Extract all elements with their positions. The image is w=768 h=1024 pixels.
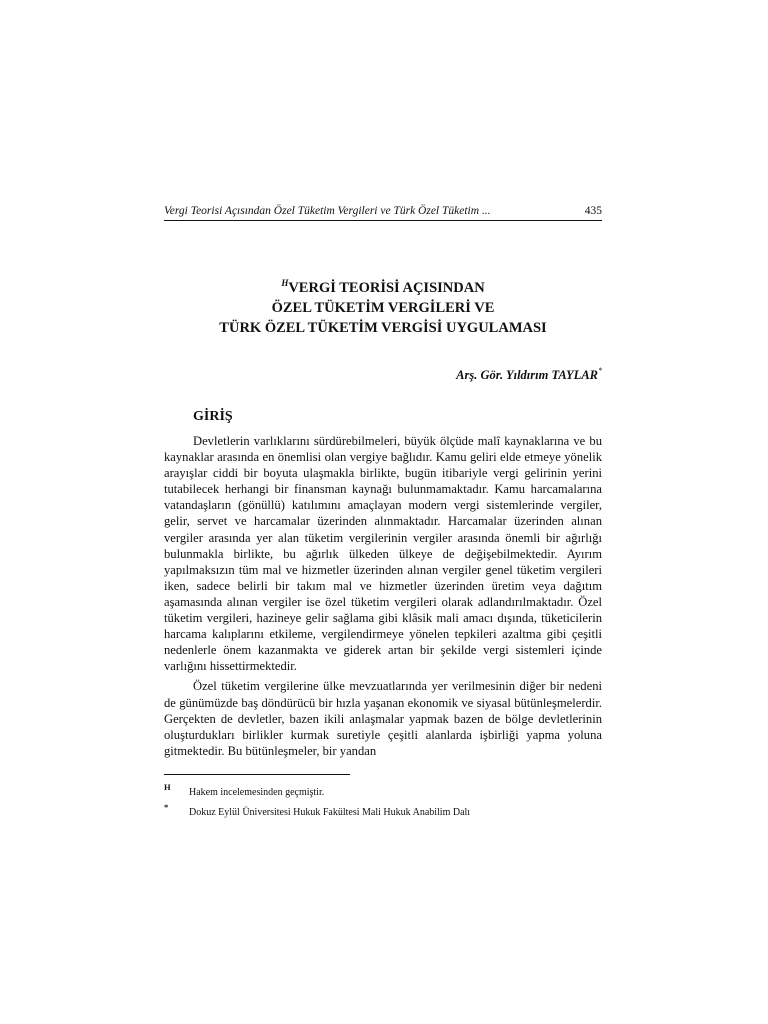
running-header [164,203,602,219]
footnote-rule [164,774,350,775]
body-text [164,433,602,759]
footnote-text: Dokuz Eylül Üniversitesi Hukuk Fakültesi Mali Hukuk Anabilim Dalı [189,807,471,818]
footnote-marker: H [164,782,171,792]
footnote-item [164,784,602,804]
running-header-title: Vergi Teorisi Açısından Özel Tüketim Vergileri ve Türk Özel Tüketim ... [164,205,491,217]
author-byline [456,366,602,384]
footnote-text: Hakem incelemesinden geçmiştir. [189,787,325,798]
title-line-1 [164,278,602,298]
header-rule [164,220,602,221]
author-footnote-marker: * [598,366,602,375]
footnote-item [164,804,602,824]
title-line-2: ÖZEL TÜKETİM VERGİLERİ VE [271,300,495,316]
paragraph: Özel tüketim vergilerine ülke mevzuatlarında yer verilmesinin diğer bir nedeni de günümüzde baş döndürücü bir hızla yaşanan ekonomik ve siyasal bütünleşmelerdir. Gerçekten de devletler, bazen ikili anlaşmalar yapmak bazen de bölge devletlerinin oluşturdukları birlikler kurmak suretiyle çeşitli alanlarda işbirliği yapma yoluna gitmektedir. Bu bütünleşmeler, bir yandan [164,679,602,758]
author-name: Arş. Gör. Yıldırım TAYLAR [456,368,598,382]
footnote-marker: * [164,802,169,812]
title-line-3: TÜRK ÖZEL TÜKETİM VERGİSİ UYGULAMASI [219,320,547,336]
footnotes [164,784,602,824]
article-title [164,278,602,338]
title-line-1-text: VERGİ TEORİSİ AÇISINDAN [288,280,485,296]
section-heading: GİRİŞ [193,409,233,424]
page-number: 435 [584,205,602,217]
paragraph: Devletlerin varlıklarını sürdürebilmeleri, büyük ölçüde malî kaynaklarına ve bu kaynaklar arasında en önemlisi olan vergiye bağlıdır. Kamu geliri elde etmeye yönelik arayışlar ciddi bir boyuta ulaşmakla birlikte, bugün itibariyle vergi gelirinin yerini tutabilecek herhangi bir finansman kaynağı bulunmamaktadır. Kamu harcamalarına vatandaşların (gönüllü) katılımını amaçlayan modern vergi sistemlerinde vergiler, gelir, servet ve harcamalar üzerinden alınmaktadır. Harcamalar üzerinden alınan vergiler arasında yer alan tüketim vergilerinin vergiler arasında önemli bir ağırlığı bulunmakla birlikte, bu ağırlık ülkeden ülkeye de değişebilmektedir. Ayırım yapılmaksızın tüm mal ve hizmetler üzerinden alınan vergiler genel tüketim vergileri iken, sadece belirli bir takım mal ve hizmetler üzerinden üretim veya dağıtım aşamasında alınan vergiler ise özel tüketim vergileri olarak adlandırılmaktadır. Özel tüketim vergileri, hazineye gelir sağlama gibi klâsik mali amacı dışında, tüketicilerin harcama kalıplarını etkileme, vergilendirmeye yönelen tepkileri azaltma gibi çeşitli nedenlerle önem kazanmakta ve giderek artan bir şekilde vergi sistemleri içinde varlığını hissettirmektedir. [164,434,602,674]
title-footnote-marker: H [281,278,289,288]
